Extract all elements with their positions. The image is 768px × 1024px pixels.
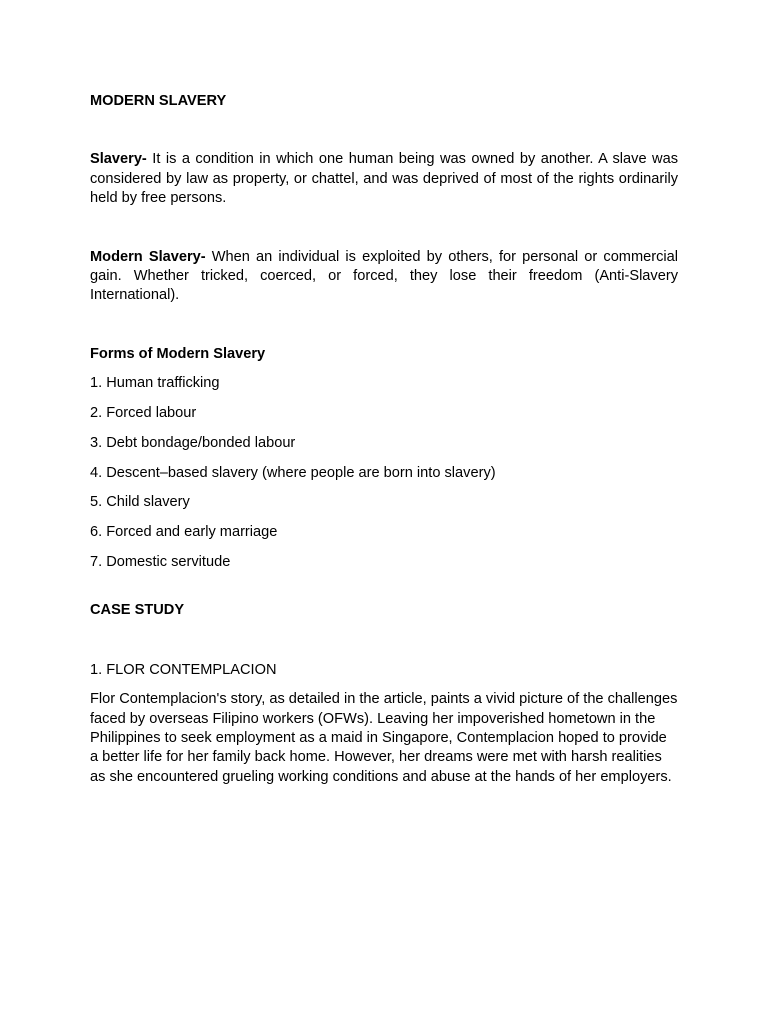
list-item: 1. Human trafficking [90, 375, 220, 392]
forms-heading: Forms of Modern Slavery [90, 345, 266, 362]
modern-slavery-definition-text: When an individual is exploited by others, for personal or commercial gain. Whether tricked, coerced, or forced, they lose their freedom (Anti-Slavery International). [90, 248, 678, 304]
document-title: MODERN SLAVERY [90, 93, 227, 109]
list-item: 6. Forced and early marriage [90, 524, 278, 541]
case-body: Flor Contemplacion's story, as detailed in the article, paints a vivid picture of the challenges faced by overseas Filipino workers (OFWs). Leaving her impoverished hometown in the Philippines to seek employment as a maid in Singapore, Contemplacion hoped to provide a better life for her family back home. However, her dreams were met with harsh realities as she encountered grueling working conditions and abuse at the hands of her employers. [90, 691, 678, 785]
slavery-definition [90, 150, 678, 208]
list-item: 7. Domestic servitude [90, 554, 231, 571]
document-content [90, 92, 678, 787]
case-study-heading: CASE STUDY [90, 602, 185, 619]
modern-slavery-definition [90, 248, 678, 306]
modern-slavery-term: Modern Slavery- [90, 248, 206, 265]
list-item: 4. Descent–based slavery (where people are born into slavery) [90, 464, 496, 481]
slavery-definition-text: It is a condition in which one human being was owned by another. A slave was considered by law as property, or chattel, and was deprived of most of the rights ordinarily held by free persons. [90, 151, 678, 207]
list-item: 5. Child slavery [90, 494, 190, 511]
case-title: 1. FLOR CONTEMPLACION [90, 661, 277, 678]
list-item: 2. Forced labour [90, 405, 197, 422]
forms-list [90, 374, 678, 572]
slavery-term: Slavery- [90, 151, 147, 168]
list-item: 3. Debt bondage/bonded labour [90, 434, 296, 451]
